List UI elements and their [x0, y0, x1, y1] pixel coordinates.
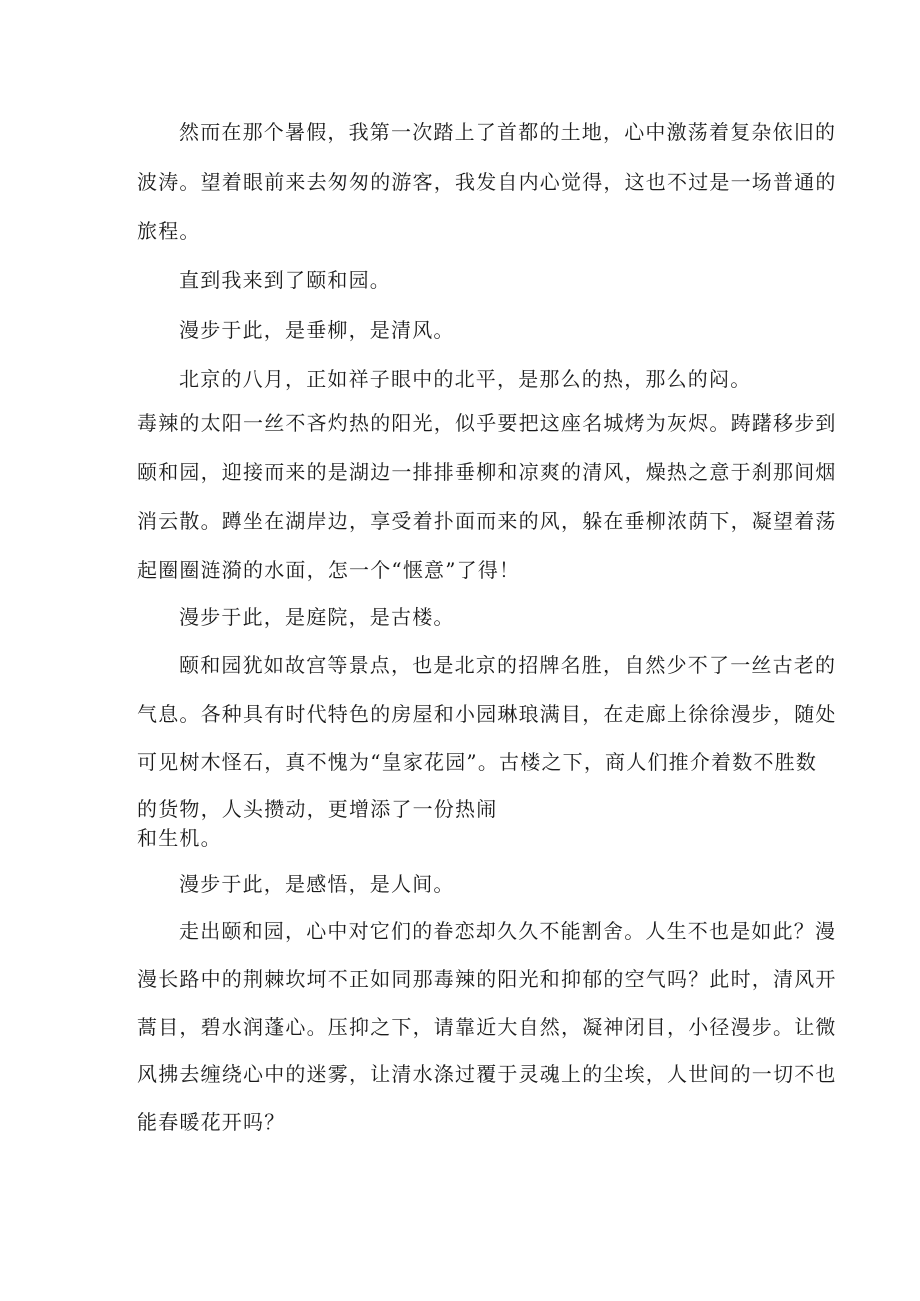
text-line: 波涛。望着眼前来去匆匆的游客，我发自内心觉得，这也不过是一场普通的	[137, 170, 837, 194]
text-line: 然而在那个暑假，我第一次踏上了首都的土地，心中激荡着复杂依旧的	[179, 120, 837, 144]
text-line: 可见树木怪石，真不愧为“皇家花园”。古楼之下，商人们推介着数不胜数	[137, 750, 818, 774]
text-line: 毒辣的太阳一丝不吝灼热的阳光，似乎要把这座名城烤为灰烬。踌躇移步到	[137, 411, 837, 435]
text-line: 颐和园犹如故宫等景点，也是北京的招牌名胜，自然少不了一丝古老的	[179, 653, 837, 677]
text-line: 蒿目，碧水润蓬心。压抑之下，请靠近大自然，凝神闭目，小径漫步。让微	[137, 1015, 837, 1039]
text-line: 颐和园，迎接而来的是湖边一排排垂柳和凉爽的清风，燥热之意于刹那间烟	[137, 460, 837, 484]
text-line: 直到我来到了颐和园。	[179, 268, 391, 292]
text-line: 和生机。	[137, 826, 222, 850]
text-line: 风拂去缠绕心中的迷雾，让清水涤过覆于灵魂上的尘埃，人世间的一切不也	[137, 1062, 837, 1086]
text-line: 气息。各种具有时代特色的房屋和小园琳琅满目，在走廊上徐徐漫步，随处	[137, 702, 837, 726]
text-line: 能春暖花开吗？	[137, 1110, 286, 1134]
text-line: 北京的八月，正如祥子眼中的北平，是那么的热，那么的闷。	[179, 367, 752, 391]
text-line: 漫步于此，是庭院，是古楼。	[179, 605, 455, 629]
text-line: 消云散。蹲坐在湖岸边，享受着扑面而来的风，躲在垂柳浓荫下，凝望着荡	[137, 509, 837, 533]
text-line: 漫步于此，是感悟，是人间。	[179, 872, 455, 896]
text-line: 走出颐和园，心中对它们的眷恋却久久不能割舍。人生不也是如此？漫	[179, 919, 837, 943]
text-line: 漫长路中的荆棘坎坷不正如同那毒辣的阳光和抑郁的空气吗？此时，清风开	[137, 967, 837, 991]
text-line: 漫步于此，是垂柳，是清风。	[179, 318, 455, 342]
text-line: 起圈圈涟漪的水面，怎一个“惬意”了得！	[137, 558, 521, 582]
text-line: 旅程。	[137, 219, 201, 243]
text-line: 的货物，人头攒动，更增添了一份热闹	[137, 797, 498, 821]
